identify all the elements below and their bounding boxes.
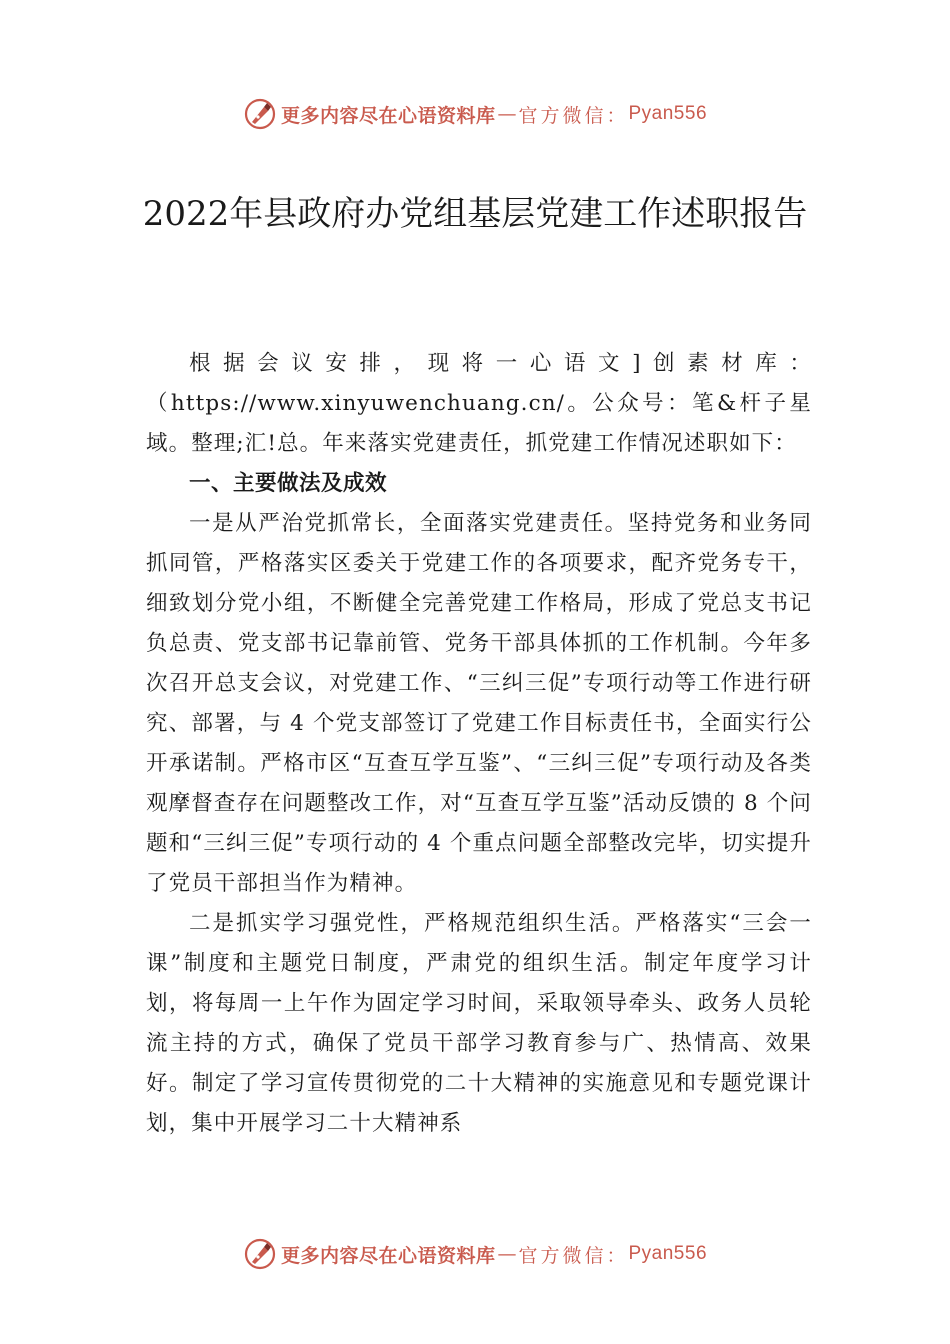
watermark-brand-text: 更多内容尽在心语资料库 — [280, 1244, 496, 1267]
document-body — [146, 344, 812, 1144]
watermark-wechat-label: 官方微信： — [518, 1244, 629, 1267]
document-title: 2022年县政府办党组基层党建工作述职报告 — [142, 194, 808, 234]
watermark-wechat-label: 官方微信： — [518, 104, 629, 127]
pen-nib-logo-icon — [243, 97, 277, 131]
section-heading: 一、主要做法及成效 — [189, 471, 388, 496]
header-watermark — [0, 92, 950, 136]
watermark-separator: — — [497, 103, 517, 125]
intro-paragraph: 根据会议安排，现将一心语文]创素材库：（https://www.xinyuwenchuang.cn/。公众号：笔&杆子星域。整理;汇!总。年来落实党建责任，抓党建工作情况述职如下： — [146, 351, 812, 456]
watermark-wechat-id: Pyan556 — [628, 1243, 708, 1264]
body-paragraph-2: 二是抓实学习强党性，严格规范组织生活。严格落实“三会一课”制度和主题党日制度，严肃党的组织生活。制定年度学习计划，将每周一上午作为固定学习时间，采取领导牵头、政务人员轮流主持的方式，确保了党员干部学习教育参与广、热情高、效果好。制定了学习宣传贯彻党的二十大精神的实施意见和专题党课计划，集中开展学习二十大精神系 — [146, 911, 812, 1136]
footer-watermark — [0, 1232, 950, 1276]
watermark-separator: — — [497, 1243, 517, 1265]
watermark-wechat-id: Pyan556 — [628, 103, 708, 124]
pen-nib-logo-icon — [243, 1237, 277, 1271]
body-paragraph-1: 一是从严治党抓常长，全面落实党建责任。坚持党务和业务同抓同管，严格落实区委关于党建工作的各项要求，配齐党务专干，细致划分党小组，不断健全完善党建工作格局，形成了党总支书记负总责、党支部书记靠前管、党务干部具体抓的工作机制。今年多次召开总支会议，对党建工作、“三纠三促”专项行动等工作进行研究、部署，与 4 个党支部签订了党建工作目标责任书，全面实行公开承诺制。严格市区“互查互学互鉴”、“三纠三促”专项行动及各类观摩督查存在问题整改工作，对“互查互学互鉴”活动反馈的 8 个问题和“三纠三促”专项行动的 4 个重点问题全部整改完毕，切实提升了党员干部担当作为精神。 — [146, 511, 812, 896]
watermark-brand-text: 更多内容尽在心语资料库 — [280, 104, 496, 127]
